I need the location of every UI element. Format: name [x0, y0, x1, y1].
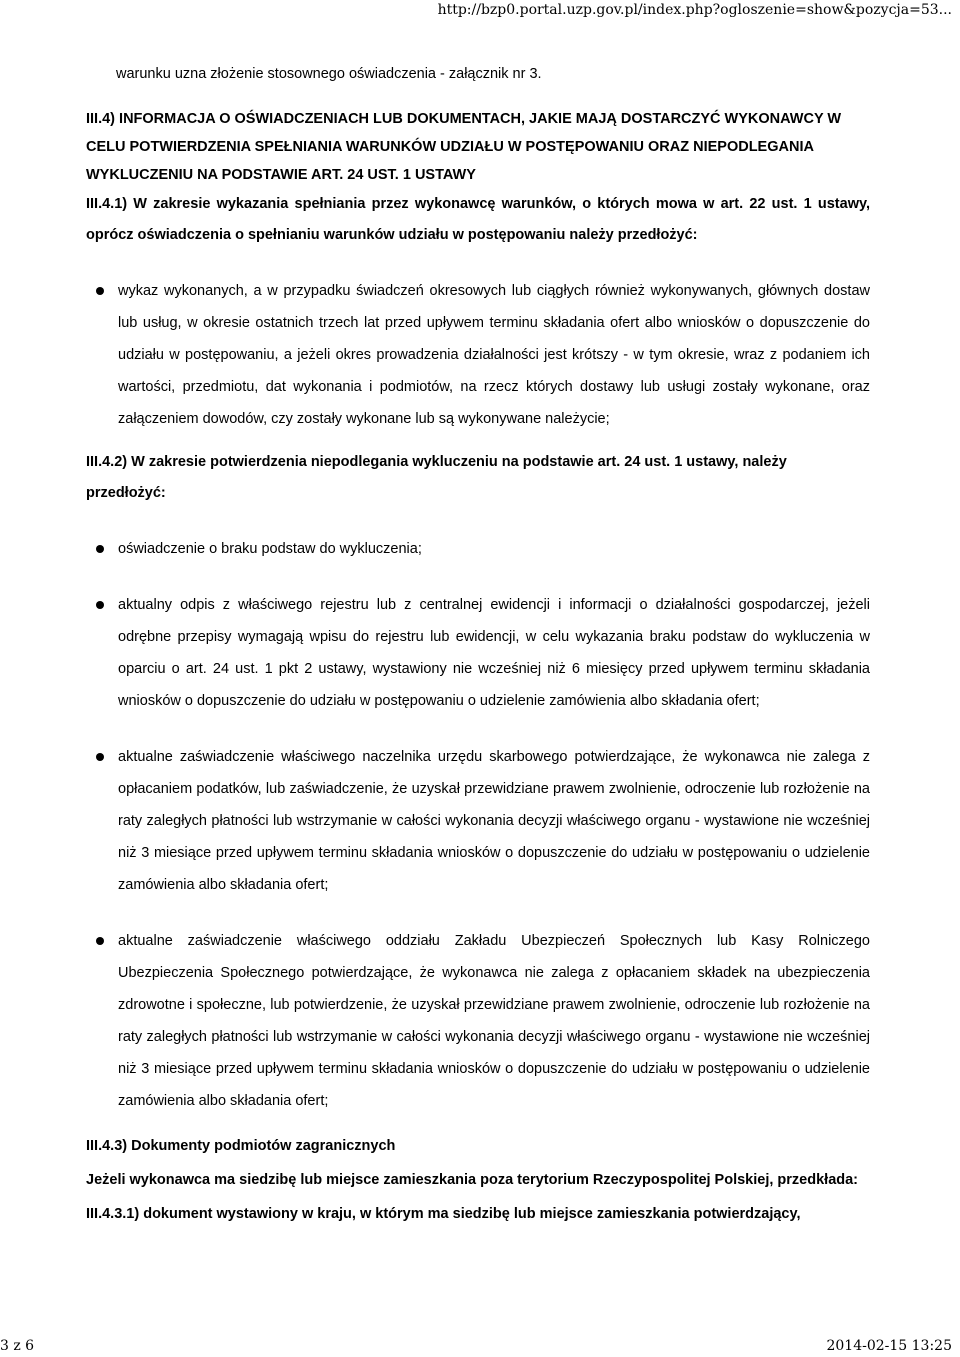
list-item [86, 533, 870, 565]
list-item-text: wykaz wykonanych, a w przypadku świadczeń okresowych lub ciągłych również wykonywanych, głównych dostaw lub usług, w okresie ostatnich trzech lat przed upływem terminu składania ofert albo wniosków o dopuszczenie do udziału w postępowaniu, a jeżeli okres prowadzenia działalności jest krótszy - w tym okresie, wraz z podaniem ich wartości, przedmiotu, dat wykonania i podmiotów, na rzecz których dostawy lub usługi zostały wykonane, oraz załączeniem dowodów, czy zostały wykonane lub są wykonywane należycie; [118, 283, 870, 427]
section-heading-iii-4-2: III.4.2) W zakresie potwierdzenia niepodlegania wykluczeniu na podstawie art. 24 ust. 1 ustawy, należy przedłożyć: [86, 454, 787, 501]
print-header-url: http://bzp0.portal.uzp.gov.pl/index.php?ogloszenie=show&pozycja=53... [437, 2, 952, 18]
section-heading-iii-4-3-1: III.4.3.1) dokument wystawiony w kraju, w którym ma siedzibę lub miejsce zamieszkania potwierdzający, [86, 1206, 801, 1222]
list-item [86, 925, 870, 1117]
bullet-icon [96, 545, 104, 553]
foreign-entities-text: Jeżeli wykonawca ma siedzibę lub miejsce zamieszkania poza terytorium Rzeczypospolitej Polskiej, przedkłada: [86, 1172, 859, 1188]
bullet-icon [96, 287, 104, 295]
list-item [86, 275, 870, 435]
list-item-text: aktualne zaświadczenie właściwego oddziału Zakładu Ubezpieczeń Społecznych lub Kasy Rolniczego Ubezpieczenia Społecznego potwierdzające, że wykonawca nie zalega z opłacaniem składek na ubezpieczenia zdrowotne i społeczne, lub potwierdzenie, że uzyskał przewidziane prawem zwolnienie, odroczenie lub rozłożenie na raty zaległych płatności lub wstrzymanie w całości wykonania decyzji właściwego organu - wystawione nie wcześniej niż 3 miesiące przed upływem terminu składania wniosków o dopuszczenie do udziału w postępowaniu o udzielenie zamówienia albo składania ofert; [118, 933, 870, 1109]
list-item-text: aktualny odpis z właściwego rejestru lub z centralnej ewidencji i informacji o działalności gospodarczej, jeżeli odrębne przepisy wymagają wpisu do rejestru lub ewidencji, w celu wykazania braku podstaw do wykluczenia w oparciu o art. 24 ust. 1 pkt 2 ustawy, wystawiony nie wcześniej niż 6 miesięcy przed upływem terminu składania wniosków o dopuszczenie do udziału w postępowaniu o udzielenie zamówienia albo składania ofert; [118, 597, 870, 709]
page-number: 3 z 6 [0, 1338, 35, 1354]
section-heading-iii-4-1: III.4.1) W zakresie wykazania spełniania przez wykonawcę warunków, o których mowa w art. 22 ust. 1 ustawy, oprócz oświadczenia o spełnianiu warunków udziału w postępowaniu należy przedłożyć: [86, 196, 870, 243]
section-heading-iii-4: III.4) INFORMACJA O OŚWIADCZENIACH LUB DOKUMENTACH, JAKIE MAJĄ DOSTARCZYĆ WYKONAWCY W CELU POTWIERDZENIA SPEŁNIANIA WARUNKÓW UDZIAŁU W POSTĘPOWANIU ORAZ NIEPODLEGANIA WYKLUCZENIU NA PODSTAWIE ART. 24 UST. 1 USTAWY [86, 111, 842, 183]
bullet-icon [96, 753, 104, 761]
document-content [86, 61, 870, 1229]
bullet-icon [96, 601, 104, 609]
s341-list [86, 275, 870, 435]
list-item [86, 589, 870, 717]
s342-list [86, 533, 870, 1117]
list-item [86, 741, 870, 901]
print-datetime: 2014-02-15 13:25 [826, 1338, 952, 1354]
bullet-icon [96, 937, 104, 945]
list-item-text: aktualne zaświadczenie właściwego naczelnika urzędu skarbowego potwierdzające, że wykonawca nie zalega z opłacaniem podatków, lub zaświadczenie, że uzyskał przewidziane prawem zwolnienie, odroczenie lub rozłożenie na raty zaległych płatności lub wstrzymanie w całości wykonania decyzji właściwego organu - wystawione nie wcześniej niż 3 miesiące przed upływem terminu składania wniosków o dopuszczenie do udziału w postępowaniu o udzielenie zamówienia albo składania ofert; [118, 749, 870, 893]
intro-line: warunku uzna złożenie stosownego oświadczenia - załącznik nr 3. [116, 66, 542, 82]
list-item-text: oświadczenie o braku podstaw do wykluczenia; [118, 541, 422, 557]
section-heading-iii-4-3: III.4.3) Dokumenty podmiotów zagranicznych [86, 1138, 396, 1154]
